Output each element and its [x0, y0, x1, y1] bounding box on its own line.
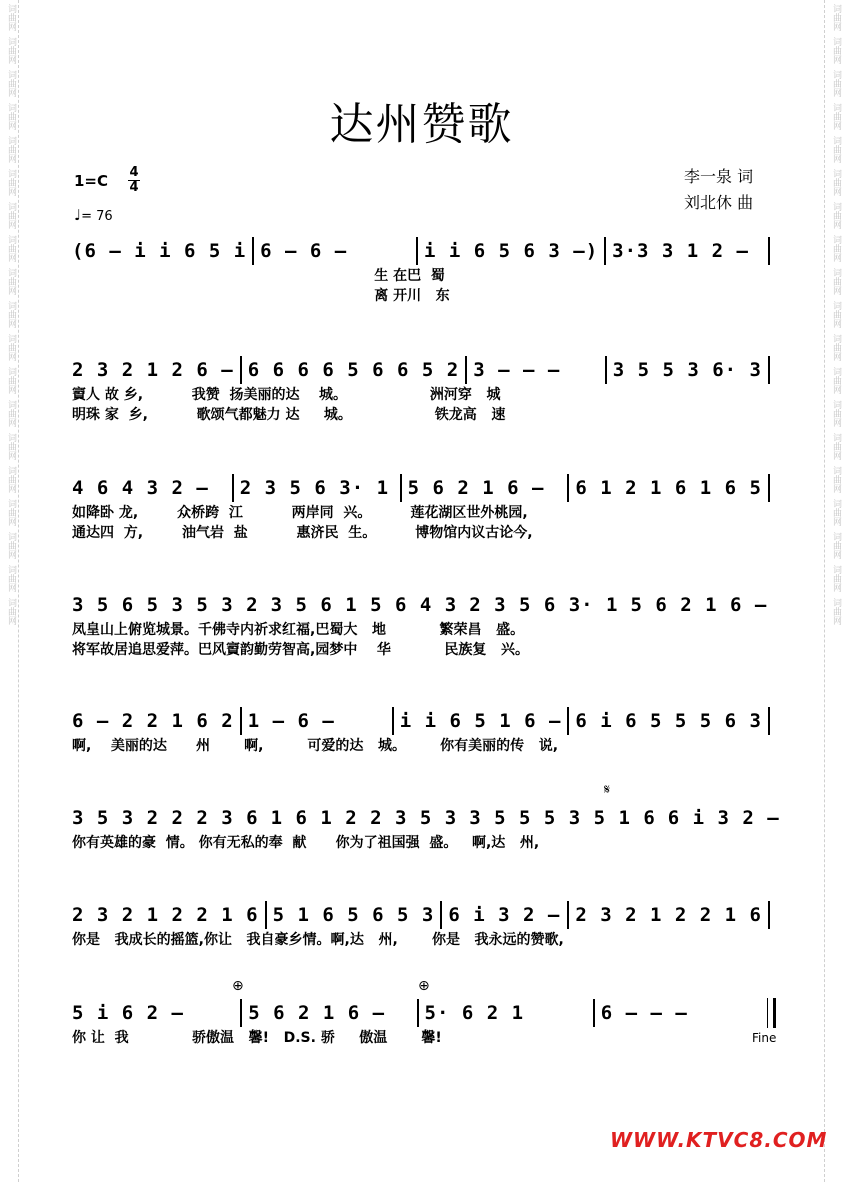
score-row [72, 355, 776, 425]
watermark-text: 词曲网 [6, 70, 16, 97]
watermark-text: 词曲网 [6, 565, 16, 592]
watermark-text: 词曲网 [6, 169, 16, 196]
watermark-text: 词曲网 [6, 598, 16, 625]
song-title: 达州赞歌 [329, 99, 514, 150]
measure: 1 6 1 2 2 3 5 3 [270, 807, 458, 829]
site-watermark-url: WWW.KTVC8.COM [610, 1128, 828, 1152]
watermark-text: 词曲网 [6, 202, 16, 229]
score-row [72, 900, 776, 950]
notation-line [72, 900, 776, 930]
watermark-text: 词曲网 [831, 169, 841, 196]
key-signature: 1=C [74, 172, 109, 190]
measure: 3·3 3 1 2 – [612, 240, 749, 262]
coda-sign: ⊕ [232, 978, 244, 994]
lyrics-verse-1: 賨人 故 乡, 我赞 扬美丽的达 城。 洲河穿 城 [72, 387, 501, 403]
notation-line [72, 473, 776, 503]
lyrics-verse-2: 离 开川 东 [72, 288, 450, 304]
measure: 3 – – – [473, 359, 561, 381]
watermark-text: 词曲网 [831, 37, 841, 64]
score-row [72, 236, 776, 306]
watermark-text: 词曲网 [6, 235, 16, 262]
lyrics-verse-1: 你是 我成长的摇篮,你让 我自豪乡情。啊,达 州, 你是 我永远的赞歌, [72, 932, 564, 948]
measure: 5 1 6 5 6 5 3 [272, 904, 435, 926]
watermark-text: 词曲网 [6, 433, 16, 460]
watermark-text: 词曲网 [831, 598, 841, 625]
segno-sign: 𝄋 [604, 782, 611, 798]
composer-credit: 刘北休 曲 [684, 193, 754, 212]
tempo-marking [74, 206, 113, 224]
watermark-text: 词曲网 [6, 499, 16, 526]
score-row [72, 590, 776, 660]
notation-line [72, 998, 776, 1028]
measure: 1 – 6 – [247, 710, 335, 732]
watermark-text: 词曲网 [831, 103, 841, 130]
measure: 3 5 6 5 3 5 3 2 [72, 594, 259, 616]
coda-sign: ⊕ [418, 978, 430, 994]
watermark-text: 词曲网 [831, 70, 841, 97]
lyrics-verse-2: 将军故居追思爱萍。巴风賨韵勤劳智高,园梦中 华 民族复 兴。 [72, 642, 530, 658]
time-signature [128, 166, 140, 195]
score-row [72, 706, 776, 756]
measure: (6 – i i 6 5 i [72, 240, 247, 262]
left-watermark-strip [0, 0, 19, 1182]
credits [684, 164, 753, 216]
right-watermark-strip [824, 0, 843, 1182]
watermark-text: 词曲网 [831, 400, 841, 427]
lyrics-verse-1: 你有英雄的豪 情。 你有无私的奉 献 你为了祖国强 盛。 啊,达 州, [72, 835, 540, 851]
measure: 2 3 2 1 2 6 – [72, 359, 234, 381]
measure: 6 – 2 2 1 6 2 [72, 710, 234, 732]
measure: 2 3 2 1 2 2 1 6 [575, 904, 762, 926]
time-sig-bottom: 4 [129, 180, 139, 195]
lyrics-verse-2: 通达四 方, 油气岩 盐 惠济民 生。 博物馆内议古论今, [72, 525, 533, 541]
time-sig-top: 4 [129, 165, 139, 180]
lyricist-credit: 李一泉 词 [684, 167, 754, 186]
notation-line [72, 803, 780, 833]
watermark-text: 词曲网 [831, 334, 841, 361]
measure: 6 i 3 2 – [667, 807, 780, 829]
watermark-text: 词曲网 [831, 532, 841, 559]
measure: 6 1 2 1 6 1 6 5 [575, 477, 762, 499]
watermark-text: 词曲网 [831, 301, 841, 328]
measure: 3 5 3 2 2 2 3 6 [72, 807, 259, 829]
measure: 5 6 2 1 6 – [407, 477, 545, 499]
measure: 5 6 2 1 6 – [630, 594, 768, 616]
quarter-note-icon: ♩ [74, 206, 82, 224]
measure: 5 6 2 1 6 – [248, 1002, 386, 1024]
watermark-text: 词曲网 [6, 367, 16, 394]
lyrics-verse-1: 生 在巴 蜀 [72, 268, 445, 284]
measure: 5 i 6 2 – [72, 1002, 184, 1024]
watermark-text: 词曲网 [6, 4, 16, 31]
lyrics-verse-1: 如降卧 龙, 众桥跨 江 两岸同 兴。 莲花湖区世外桃园, [72, 505, 528, 521]
measure: i i 6 5 1 6 – [399, 710, 562, 732]
measure: 6 – 6 – [260, 240, 348, 262]
measure: 6 i 6 5 5 5 6 3 [575, 710, 762, 732]
lyrics-verse-1: 啊, 美丽的达 州 啊, 可爱的达 城。 你有美丽的传 说, [72, 738, 559, 754]
measure: 3 5 5 3 6· 3 [612, 359, 762, 381]
watermark-text: 词曲网 [831, 433, 841, 460]
notation-line [72, 590, 776, 620]
measure: 5· 6 2 1 [424, 1002, 525, 1024]
watermark-text: 词曲网 [6, 103, 16, 130]
watermark-text: 词曲网 [831, 367, 841, 394]
watermark-text: 词曲网 [831, 235, 841, 262]
watermark-text: 词曲网 [831, 565, 841, 592]
fine-marking: Fine [752, 1031, 777, 1045]
watermark-text: 词曲网 [6, 466, 16, 493]
measure: 6 6 6 6 5 6 6 5 2 [247, 359, 460, 381]
measure: 6 – – – [600, 1002, 688, 1024]
measure: 4 6 4 3 2 – [72, 477, 209, 499]
notation-line [72, 706, 776, 736]
watermark-text: 词曲网 [831, 202, 841, 229]
lyrics-verse-1: 你 让 我 骄傲温 馨! D.S. 骄 傲温 馨! [72, 1030, 442, 1046]
watermark-text: 词曲网 [6, 37, 16, 64]
notation-line [72, 355, 776, 385]
watermark-text: 词曲网 [6, 136, 16, 163]
tempo-value: = 76 [81, 209, 113, 224]
watermark-text: 词曲网 [6, 400, 16, 427]
score-row [72, 803, 780, 853]
watermark-text: 词曲网 [831, 268, 841, 295]
score-row [72, 998, 776, 1048]
watermark-text: 词曲网 [831, 4, 841, 31]
measure: 2 3 5 6 3· 1 [469, 594, 619, 616]
watermark-text: 词曲网 [6, 301, 16, 328]
measure: 2 3 5 6 3· 1 [239, 477, 390, 499]
watermark-text: 词曲网 [6, 532, 16, 559]
watermark-text: 词曲网 [831, 466, 841, 493]
score-row [72, 473, 776, 543]
measure: 3 5 6 1 5 6 4 3 [270, 594, 458, 616]
measure: 6 i 3 2 – [448, 904, 561, 926]
watermark-text: 词曲网 [831, 136, 841, 163]
watermark-text: 词曲网 [6, 334, 16, 361]
final-barline [767, 998, 776, 1028]
measure: i i 6 5 6 3 –) [424, 240, 599, 262]
measure: 2 3 2 1 2 2 1 6 [72, 904, 259, 926]
lyrics-verse-1: 凤皇山上俯览城景。千佛寺内祈求红福,巴蜀大 地 繁荣昌 盛。 [72, 622, 525, 638]
notation-line [72, 236, 776, 266]
measure: 3 5 5 5 3 5 1 6 [469, 807, 656, 829]
watermark-text: 词曲网 [6, 268, 16, 295]
lyrics-verse-2: 明珠 家 乡, 歌颂气都魅力 达 城。 铁龙高 速 [72, 407, 506, 423]
watermark-text: 词曲网 [831, 499, 841, 526]
